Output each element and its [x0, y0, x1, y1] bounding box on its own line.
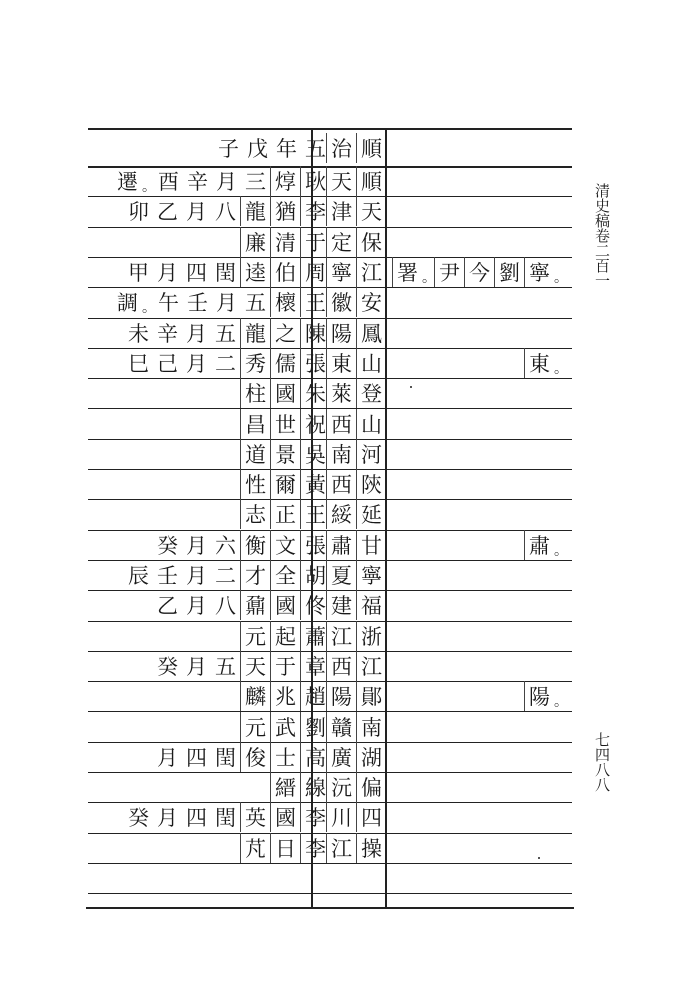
official-name-text: 性 爾 黃: [240, 469, 330, 499]
note-cell: [394, 318, 566, 348]
table-row: [88, 166, 572, 196]
region-cell: [326, 772, 388, 802]
note-cell: [394, 772, 566, 802]
header-year-cell: [102, 130, 330, 166]
official-name-text: 衡 文 張: [240, 530, 330, 560]
region-cell: [326, 560, 388, 590]
date-name-cell: [102, 742, 330, 772]
date-name-cell: [102, 681, 330, 711]
region-cell: [326, 711, 388, 741]
official-name-text: 麟 兆 趙: [240, 681, 330, 711]
region-cell: [326, 257, 388, 287]
table-row: [88, 863, 572, 893]
table-row: [88, 772, 572, 802]
region-cell: [326, 166, 388, 196]
note-cell: [394, 408, 566, 438]
table-row: [88, 681, 572, 711]
official-name-text: 櫰 王: [270, 287, 330, 317]
table-row: [88, 621, 572, 651]
note-cell: [394, 530, 566, 560]
date-name-cell: [102, 499, 330, 529]
date-name-cell: [102, 378, 330, 408]
volume-title: [590, 183, 614, 294]
date-name-cell: [102, 166, 330, 196]
table-row: [88, 469, 572, 499]
region-text: 陽 鳳: [326, 318, 386, 348]
region-cell: [326, 318, 388, 348]
region-cell: [326, 227, 388, 257]
date-text: 辰 壬 月 二: [128, 564, 236, 589]
row-rule: [88, 893, 572, 894]
note-cell: [394, 711, 566, 741]
region-text: 東 山: [326, 348, 386, 378]
region-text: 津 天: [326, 196, 386, 226]
region-text: 沅 偏: [326, 772, 386, 802]
date-name-cell: [102, 621, 330, 651]
page-number-text: 七四八八: [593, 732, 611, 792]
region-text: 川 四: [326, 802, 386, 832]
official-name-text: 龍 猶 李: [240, 196, 330, 226]
date-text: 癸 月 六: [157, 533, 236, 558]
date-name-cell: [102, 772, 330, 802]
region-cell: [326, 742, 388, 772]
region-text: 肅 甘: [326, 530, 386, 560]
table-row: [88, 711, 572, 741]
region-cell: [326, 863, 388, 893]
region-cell: [326, 378, 388, 408]
region-cell: [326, 287, 388, 317]
note-cell: [394, 681, 566, 711]
note-cell: [394, 378, 566, 408]
official-name-text: 俊 士 高: [240, 742, 330, 772]
region-cell: [326, 802, 388, 832]
note-cell: [394, 469, 566, 499]
table-row: [88, 348, 572, 378]
region-cell: [326, 530, 388, 560]
official-name-text: 焞 耿: [270, 166, 330, 196]
region-text: 建 福: [326, 590, 386, 620]
note-cell: [394, 590, 566, 620]
date-text: 未 辛 月 五: [128, 321, 236, 346]
region-text: 夏 寧: [326, 560, 386, 590]
region-text: 西 山: [326, 409, 386, 439]
header-note-cell: [394, 130, 566, 166]
scan-speck: [538, 857, 540, 859]
table-row: [88, 499, 572, 529]
region-cell: [326, 590, 388, 620]
date-name-cell: [102, 560, 330, 590]
date-text: 癸 月 四 閏: [128, 806, 236, 831]
table-row: [88, 257, 572, 287]
region-text: 寧 江: [326, 257, 386, 287]
table-row: [88, 439, 572, 469]
region-cell: [326, 681, 388, 711]
note-cell: [394, 196, 566, 226]
region-text: 贛 南: [326, 712, 386, 742]
table-row: [88, 742, 572, 772]
date-name-cell: [102, 287, 330, 317]
official-name-text: 逵 伯 周: [240, 257, 330, 287]
region-text: 天 順: [326, 166, 386, 196]
date-text: 乙 月 八: [157, 594, 236, 619]
table-row: [88, 560, 572, 590]
date-name-cell: [102, 257, 330, 287]
note-cell: [394, 863, 566, 893]
region-cell: [326, 499, 388, 529]
date-name-cell: [102, 439, 330, 469]
region-cell: [326, 651, 388, 681]
region-text: 西 江: [326, 651, 386, 681]
region-cell: [326, 408, 388, 438]
header-year-text: 子 戊 年 五: [218, 137, 326, 161]
region-cell: [326, 621, 388, 651]
date-text: 遷 。 酉 辛 月 三: [117, 170, 266, 196]
official-name-text: 昌 世 祝: [240, 409, 330, 439]
note-cell: [394, 833, 566, 863]
date-text: 調 。 午 壬 月 五: [117, 291, 266, 317]
region-text: 徽 安: [326, 287, 386, 317]
region-cell: [326, 469, 388, 499]
region-text: 江 浙: [326, 621, 386, 651]
official-name-text: 鼐 國 佟: [240, 590, 330, 620]
region-cell: [326, 833, 388, 863]
official-name-text: 英 國 李: [240, 802, 330, 832]
table-row: [88, 408, 572, 438]
region-cell: [326, 439, 388, 469]
table-row: [88, 833, 572, 863]
official-name-text: 道 景 吳: [240, 439, 330, 469]
date-name-cell: [102, 469, 330, 499]
official-name-text: 元 起 蕭: [240, 621, 330, 651]
official-name-text: 志 正 王: [240, 499, 330, 529]
table-row: [88, 318, 572, 348]
official-name-text: 龍 之 陳: [240, 318, 330, 348]
region-text: 西 陝: [326, 469, 386, 499]
date-text: 巳 己 月 二: [128, 351, 236, 376]
note-cell: [394, 348, 566, 378]
region-cell: [326, 196, 388, 226]
table-row: [88, 227, 572, 257]
region-text: 南 河: [326, 439, 386, 469]
table-row: [88, 802, 572, 832]
date-text: 月 四 閏: [157, 745, 236, 770]
note-text: 署 。 尹 今 劉 寧 。: [392, 257, 566, 287]
region-text: 定 保: [326, 227, 386, 257]
table-row: [88, 378, 572, 408]
date-name-cell: [102, 711, 330, 741]
table-row: [88, 196, 572, 226]
official-name-text: 元 武 劉: [240, 712, 330, 742]
region-text: 綏 延: [326, 499, 386, 529]
official-name-text: 才 全 胡: [240, 560, 330, 590]
note-cell: [394, 166, 566, 196]
date-name-cell: [102, 348, 330, 378]
volume-title-text: 清史稿卷二百一: [593, 183, 611, 288]
official-name-text: 縉 線: [270, 772, 330, 802]
official-name-text: 柱 國 朱: [240, 378, 330, 408]
note-cell: [394, 802, 566, 832]
date-name-cell: [102, 802, 330, 832]
note-cell: [394, 742, 566, 772]
table-header-row: [88, 130, 572, 166]
table-row: [88, 530, 572, 560]
date-name-cell: [102, 651, 330, 681]
date-name-cell: [102, 196, 330, 226]
official-name-text: 天 于 章: [240, 651, 330, 681]
note-text: 陽 。: [524, 681, 566, 711]
note-cell: [394, 621, 566, 651]
note-text: 肅 。: [524, 530, 566, 560]
scan-speck: [410, 386, 412, 388]
official-name-text: 秀 儒 張: [240, 348, 330, 378]
note-text: 東 。: [524, 348, 566, 378]
note-cell: [394, 257, 566, 287]
table-row: [88, 590, 572, 620]
note-cell: [394, 439, 566, 469]
date-name-cell: [102, 833, 330, 863]
region-text: 陽 鄖: [326, 681, 386, 711]
date-name-cell: [102, 318, 330, 348]
official-name-text: 芃 日 李: [240, 833, 330, 863]
note-cell: [394, 499, 566, 529]
date-text: 甲 月 四 閏: [128, 261, 236, 286]
region-cell: [326, 348, 388, 378]
date-name-cell: [102, 863, 330, 893]
date-name-cell: [102, 227, 330, 257]
note-cell: [394, 651, 566, 681]
table-bottom-rule: [86, 907, 574, 909]
date-name-cell: [102, 408, 330, 438]
region-text: 江 操: [326, 833, 386, 863]
note-cell: [394, 287, 566, 317]
note-cell: [394, 227, 566, 257]
page-number: [590, 732, 614, 797]
date-text: 癸 月 五: [157, 654, 236, 679]
table-row: [88, 651, 572, 681]
region-text: 廣 湖: [326, 742, 386, 772]
date-text: 卯 乙 月 八: [128, 200, 236, 225]
table-row: [88, 287, 572, 317]
date-name-cell: [102, 530, 330, 560]
header-reign-cell: [326, 130, 388, 166]
official-name-text: 廉 清 于: [240, 227, 330, 257]
date-name-cell: [102, 590, 330, 620]
note-cell: [394, 560, 566, 590]
region-text: 萊 登: [326, 378, 386, 408]
header-reign-text: 治 順: [326, 133, 386, 163]
